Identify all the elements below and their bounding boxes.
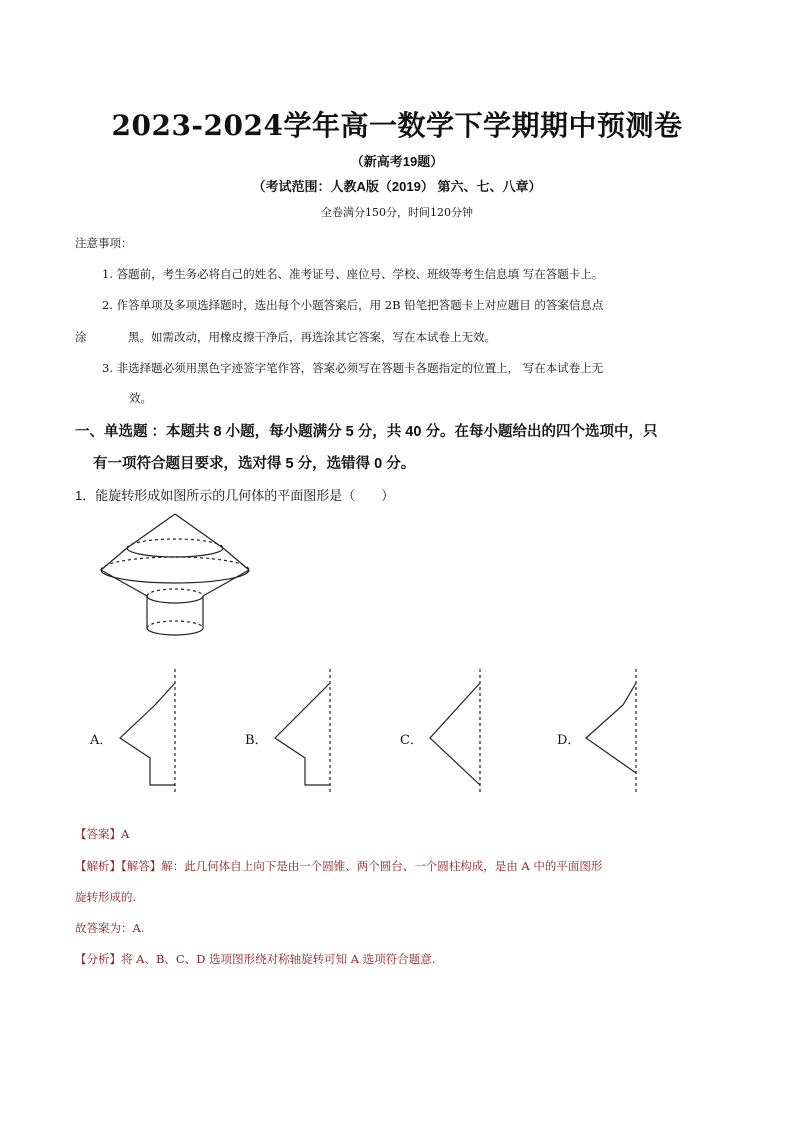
notice-heading: 注意事项： — [75, 236, 133, 250]
exam-scope: （考试范围：人教A版（2019） 第六、七、八章） — [252, 179, 542, 194]
option-d-label[interactable]: D． — [557, 733, 581, 748]
notice-item-2-line-2-start: 涂 — [75, 330, 87, 344]
notice-item-1: 1. 答题前，考生务必将自己的姓名、准考证号、座位号、学校、班级等考生信息填 写在答题卡上。 — [102, 267, 604, 281]
subtitle: （新高考19题） — [350, 154, 444, 169]
analysis-line-2: 旋转形成的. — [75, 890, 137, 904]
score-time: 全卷满分150分，时间120分钟 — [321, 206, 473, 219]
solid-figure — [95, 510, 255, 645]
option-b-label[interactable]: B． — [245, 733, 268, 748]
notice-item-3-line-2: 效。 — [129, 391, 152, 405]
option-c-label[interactable]: C． — [400, 733, 423, 748]
notice-item-2-line-1: 2. 作答单项及多项选择题时，选出每个小题答案后，用 2B 铅笔把答题卡上对应题目 的答案信息点 — [102, 298, 604, 312]
option-a-label[interactable]: A． — [90, 733, 113, 748]
option-b-figure[interactable] — [265, 665, 345, 800]
section-heading-line-1: 一、单选题 ：本题共 8 小题，每小题满分 5 分，共 40 分。在每小题给出的四个选项中，只 — [75, 424, 658, 440]
option-c-figure[interactable] — [420, 665, 500, 800]
answer-conclusion: 故答案为：A. — [75, 921, 145, 935]
option-d-figure[interactable] — [578, 665, 658, 800]
notice-item-3-line-1: 3. 非选择题必须用黑色字迹签字笔作答，答案必须写在答题卡各题指定的位置上， 写在本试卷上无 — [102, 361, 604, 375]
option-a-figure[interactable] — [110, 665, 190, 800]
question-1-stem: 1．能旋转形成如图所示的几何体的平面图形是（ ） — [75, 488, 395, 503]
page-title: 2023-2024学年高一数学下学期期中预测卷 — [111, 109, 683, 142]
section-heading-line-2: 有一项符合题目要求，选对得 5 分，选错得 0 分。 — [93, 456, 416, 472]
analysis-line-1: 【解析】【解答】解：此几何体自上向下是由一个圆锥、两个圆台、一个圆柱构成，是由 A 中的平面图形 — [75, 859, 603, 873]
answer-summary: 【分析】将 A、B、C、D 选项图形绕对称轴旋转可知 A 选项符合题意. — [75, 952, 436, 966]
answer-label: 【答案】A — [75, 827, 130, 841]
notice-item-2-line-2: 黑。如需改动，用橡皮擦干净后，再选涂其它答案，写在本试卷上无效。 — [128, 330, 496, 344]
